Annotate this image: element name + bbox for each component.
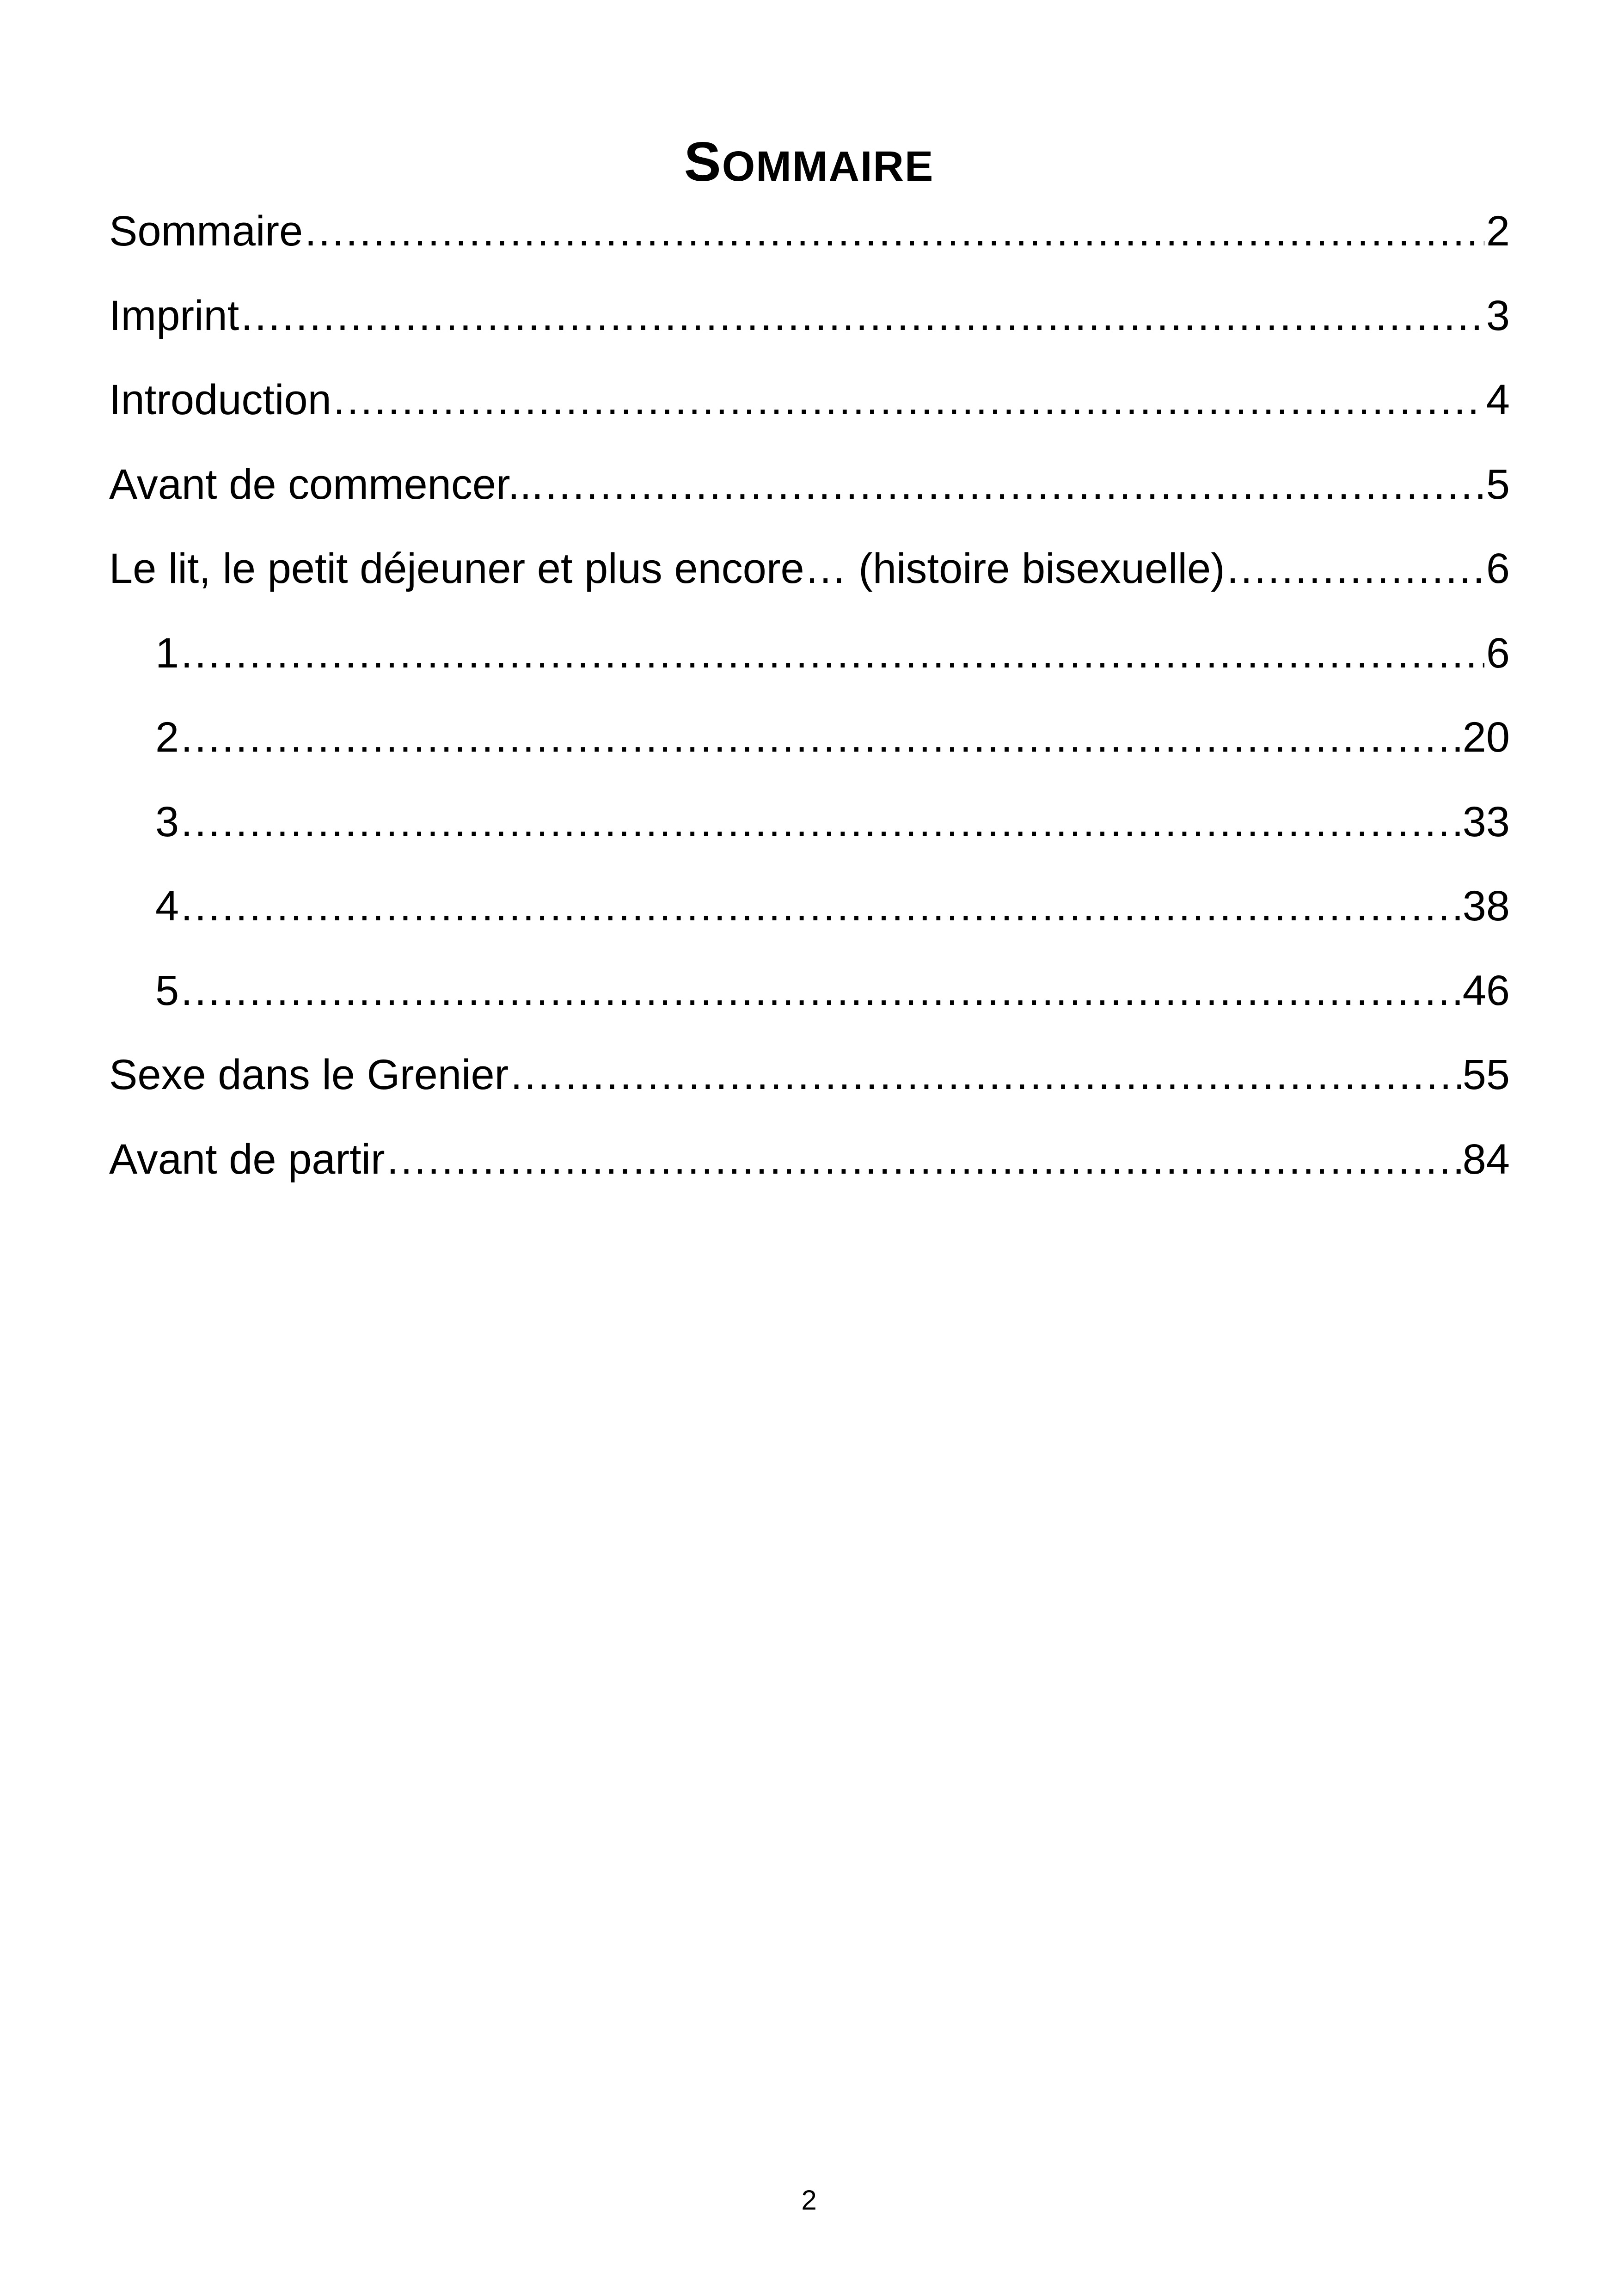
toc-dot-leader xyxy=(181,794,1460,850)
toc-entry-avant-de-partir[interactable] xyxy=(109,1132,1510,1216)
toc-entry-page: 84 xyxy=(1462,1135,1510,1183)
toc-entry-chapter-3[interactable] xyxy=(109,794,1510,879)
toc-entry-avant-de-commencer[interactable] xyxy=(109,457,1510,541)
toc-entry-chapter-4[interactable] xyxy=(109,878,1510,963)
toc-entry-page: 6 xyxy=(1486,545,1510,592)
toc-entry-imprint[interactable] xyxy=(109,288,1510,373)
toc-dot-leader xyxy=(545,457,1484,512)
toc-dot-leader xyxy=(181,963,1460,1018)
toc-dot-leader xyxy=(305,203,1484,259)
toc-entry-label: 1 xyxy=(155,629,179,677)
toc-dot-leader xyxy=(387,1132,1461,1187)
toc-entry-page: 46 xyxy=(1462,967,1510,1014)
toc-entry-label: Sexe dans le Grenier xyxy=(109,1051,509,1098)
toc-entry-page: 33 xyxy=(1462,798,1510,845)
toc-dot-leader xyxy=(181,710,1460,765)
toc-entry-introduction[interactable] xyxy=(109,372,1510,457)
table-of-contents xyxy=(109,203,1510,1216)
toc-entry-label: Le lit, le petit déjeuner et plus encore… (histoire bisexuelle) xyxy=(109,545,1225,592)
toc-entry-page: 55 xyxy=(1462,1051,1510,1098)
toc-entry-page: 2 xyxy=(1486,208,1510,255)
page-title xyxy=(0,127,1618,201)
page-title-rest: OMMAIRE xyxy=(722,143,934,190)
toc-entry-le-lit[interactable] xyxy=(109,541,1510,625)
toc-dot-leader xyxy=(1227,541,1484,596)
toc-entry-sommaire[interactable] xyxy=(109,203,1510,288)
toc-entry-label: 5 xyxy=(155,967,179,1014)
toc-entry-chapter-2[interactable] xyxy=(109,710,1510,794)
toc-entry-page: 3 xyxy=(1486,292,1510,339)
toc-entry-page: 5 xyxy=(1486,460,1510,508)
toc-entry-label: Introduction xyxy=(109,376,331,423)
toc-entry-label: Sommaire xyxy=(109,208,303,255)
toc-dot-leader xyxy=(181,625,1484,681)
toc-dot-leader xyxy=(510,1047,1460,1102)
toc-dot-leader xyxy=(181,878,1460,934)
toc-entry-page: 38 xyxy=(1462,882,1510,930)
toc-entry-label: 2 xyxy=(155,714,179,761)
toc-entry-label: Avant de partir xyxy=(109,1135,385,1183)
toc-entry-sexe-dans-le-grenier[interactable] xyxy=(109,1047,1510,1132)
toc-entry-page: 4 xyxy=(1486,376,1510,423)
toc-entry-chapter-5[interactable] xyxy=(109,963,1510,1047)
toc-dot-leader xyxy=(241,288,1484,343)
toc-entry-label: 4 xyxy=(155,882,179,930)
toc-entry-label: 3 xyxy=(155,798,179,845)
toc-entry-label: Avant de commencer... xyxy=(109,460,544,508)
toc-entry-page: 20 xyxy=(1462,714,1510,761)
toc-entry-label: Imprint xyxy=(109,292,239,339)
page-title-initial: S xyxy=(684,131,722,193)
toc-entry-chapter-1[interactable] xyxy=(109,625,1510,710)
page-number: 2 xyxy=(801,2185,817,2216)
toc-entry-page: 6 xyxy=(1486,629,1510,677)
toc-dot-leader xyxy=(333,372,1484,428)
